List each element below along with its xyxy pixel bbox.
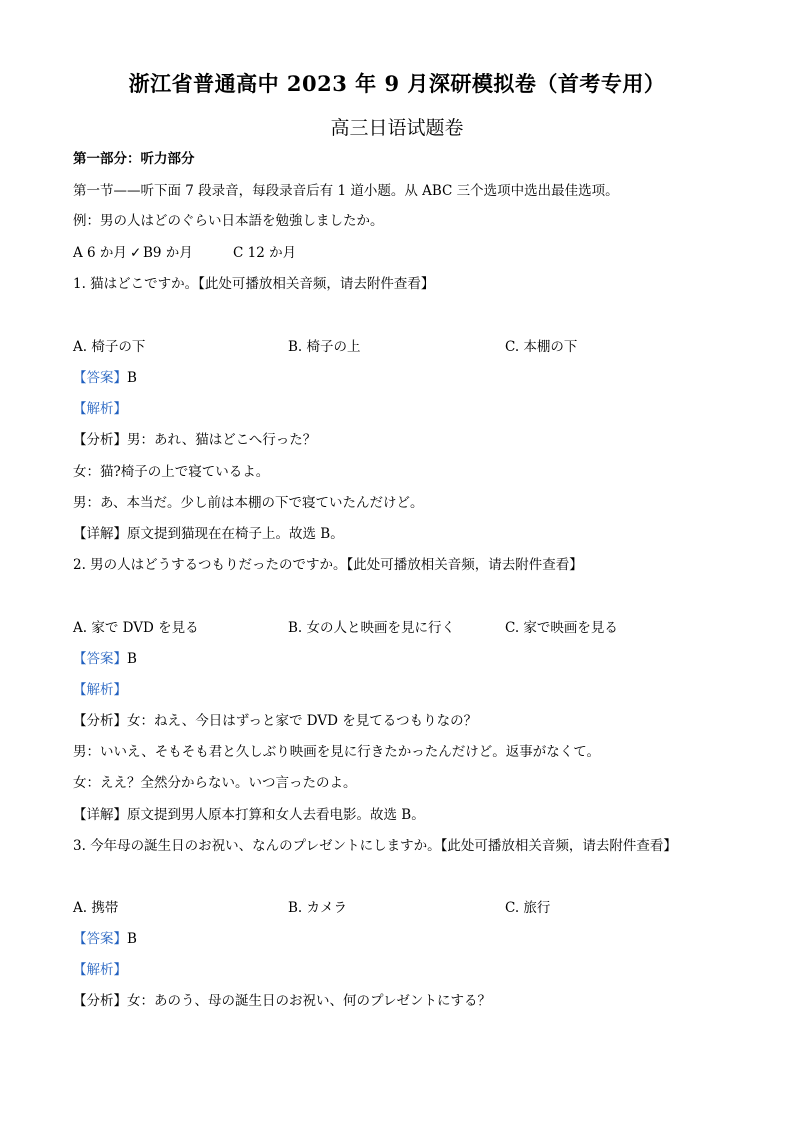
question-1-option-a: A. 椅子の下 <box>73 339 146 355</box>
check-mark-icon: ✓ <box>130 245 142 261</box>
question-1-option-b: B. 椅子の上 <box>288 339 361 355</box>
question-1-answer <box>73 368 137 388</box>
question-1-option-c: C. 本棚の下 <box>505 339 578 355</box>
fenxi-label: 【分析】 <box>73 713 127 729</box>
question-1-analysis-label: 【解析】 <box>73 401 127 417</box>
example-question: 例：男の人はどのぐらい日本語を勉強しましたか。 <box>73 213 384 229</box>
fenxi-label: 【分析】 <box>73 432 127 448</box>
dialogue-line: 女：猫?椅子の上で寝ているよ。 <box>73 464 270 480</box>
question-2-stem: 2. 男の人はどうするつもりだったのですか。【此处可播放相关音频，请去附件查看】 <box>73 557 583 573</box>
dialogue-line: 女：ねえ、今日はずっと家で DVD を見てるつもりなの？ <box>127 713 478 729</box>
question-3-stem: 3. 今年母の誕生日のお祝い、なんのプレゼントにしますか。【此处可播放相关音频，请去附件查看】 <box>73 838 677 854</box>
question-3-option-c: C. 旅行 <box>505 900 551 916</box>
detail-label: 【详解】 <box>73 526 127 542</box>
dialogue-line: 男：いいえ、そもそも君と久しぶり映画を見に行きたかったんだけど。返事がなくて。 <box>73 744 601 760</box>
example-option-b: B9 か月 <box>143 245 193 261</box>
answer-label: 【答案】 <box>73 651 127 667</box>
question-2-option-c: C. 家で映画を見る <box>505 620 618 636</box>
question-2-analysis-label: 【解析】 <box>73 682 127 698</box>
question-2-option-b: B. 女の人と映画を見に行く <box>288 620 456 636</box>
detail-text: 原文提到猫现在在椅子上。故选 B。 <box>127 526 344 542</box>
answer-value: B <box>127 931 137 947</box>
question-2-fenxi <box>73 711 477 731</box>
fenxi-label: 【分析】 <box>73 993 127 1009</box>
part-heading: 第一部分：听力部分 <box>73 151 195 167</box>
answer-value: B <box>127 651 137 667</box>
detail-label: 【详解】 <box>73 807 127 823</box>
document-title: 浙江省普通高中 2023 年 9 月深研模拟卷（首考专用） <box>128 71 666 96</box>
instruction-text: 第一节——听下面 7 段录音，每段录音后有 1 道小题。从 ABC 三个选项中选出最佳选项。 <box>73 183 619 199</box>
detail-text: 原文提到男人原本打算和女人去看电影。故选 B。 <box>127 807 425 823</box>
question-3-analysis-label: 【解析】 <box>73 962 127 978</box>
dialogue-line: 女：ええ？全然分からない。いつ言ったのよ。 <box>73 775 357 791</box>
question-2-detail <box>73 805 425 825</box>
example-option-a: A 6 か月 <box>73 245 127 261</box>
dialogue-line: 男：あ、本当だ。少し前は本棚の下で寝ていたんだけど。 <box>73 495 424 511</box>
dialogue-line: 女：あのう、母の誕生日のお祝い、何のプレゼントにする？ <box>127 993 491 1009</box>
question-2-option-a: A. 家で DVD を見る <box>73 620 199 636</box>
question-1-detail <box>73 524 344 544</box>
question-1-stem: 1. 猫はどこですか。【此处可播放相关音频，请去附件查看】 <box>73 276 435 292</box>
answer-label: 【答案】 <box>73 370 127 386</box>
example-option-c: C 12 か月 <box>233 245 297 261</box>
question-2-answer <box>73 649 137 669</box>
answer-label: 【答案】 <box>73 931 127 947</box>
question-3-answer <box>73 929 137 949</box>
question-3-option-b: B. カメラ <box>288 900 348 916</box>
document-subtitle: 高三日语试题卷 <box>330 117 464 139</box>
dialogue-line: 男：あれ、猫はどこへ行った？ <box>127 432 317 448</box>
question-1-fenxi <box>73 430 316 450</box>
answer-value: B <box>127 370 137 386</box>
question-3-fenxi <box>73 991 491 1011</box>
question-3-option-a: A. 携帯 <box>73 900 119 916</box>
